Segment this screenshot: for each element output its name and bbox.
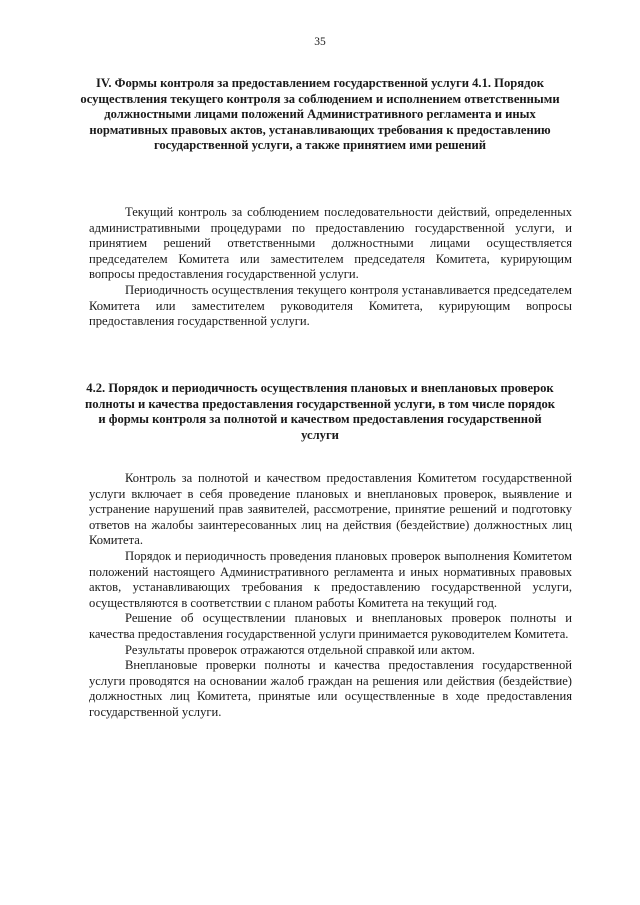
section-iv-body (89, 205, 572, 330)
page-number: 35 (314, 36, 326, 48)
section-iv-heading: IV. Формы контроля за предоставлением государственной услуги 4.1. Порядок осуществления текущего контроля за соблюдением и исполнением ответственными должностными лицами положений Административного регламента и иных нормативных правовых актов, устанавливающих требования к предоставлению государственной услуги, а также принятием ими решений (80, 76, 560, 153)
paragraph: Контроль за полнотой и качеством предоставления Комитетом государственной услуги включает в себя проведение плановых и внеплановых проверок, выявление и устранение нарушений прав заявителей, рассмотрение, принятие решений и подготовку ответов на жалобы заинтересованных лиц на действия (бездействие) должностных лиц Комитета. (89, 471, 572, 548)
paragraph: Внеплановые проверки полноты и качества предоставления государственной услуги проводятся на основании жалоб граждан на решения или действия (бездействие) должностных лиц Комитета, принятые или осуществленные в ходе предоставления государственной услуги. (89, 658, 572, 719)
section-4-2-heading: 4.2. Порядок и периодичность осуществления плановых и внеплановых проверок полноты и качества предоставления государственной услуги, в том числе порядок и формы контроля за полнотой и качеством предоставления государственной услуги (84, 381, 556, 442)
section-4-2-body (89, 471, 572, 721)
paragraph: Текущий контроль за соблюдением последовательности действий, определенных административными процедурами по предоставлению государственной услуги, и принятием решений ответственными должностными лицами осуществляется председателем Комитета или заместителем председателя Комитета, курирующим вопросы предоставления государственной услуги. (89, 205, 572, 282)
paragraph: Периодичность осуществления текущего контроля устанавливается председателем Комитета или заместителем руководителя Комитета, курирующим вопросы предоставления государственной услуги. (89, 282, 572, 329)
paragraph: Результаты проверок отражаются отдельной справкой или актом. (125, 642, 475, 657)
paragraph: Порядок и периодичность проведения плановых проверок выполнения Комитетом положений настоящего Административного регламента и иных нормативных правовых актов, устанавливающих требования к предоставлению государственной услуги, осуществляются в соответствии с планом работы Комитета на текущий год. (89, 548, 572, 610)
paragraph: Решение об осуществлении плановых и внеплановых проверок полноты и качества предоставления государственной услуги принимается руководителем Комитета. (89, 611, 572, 641)
